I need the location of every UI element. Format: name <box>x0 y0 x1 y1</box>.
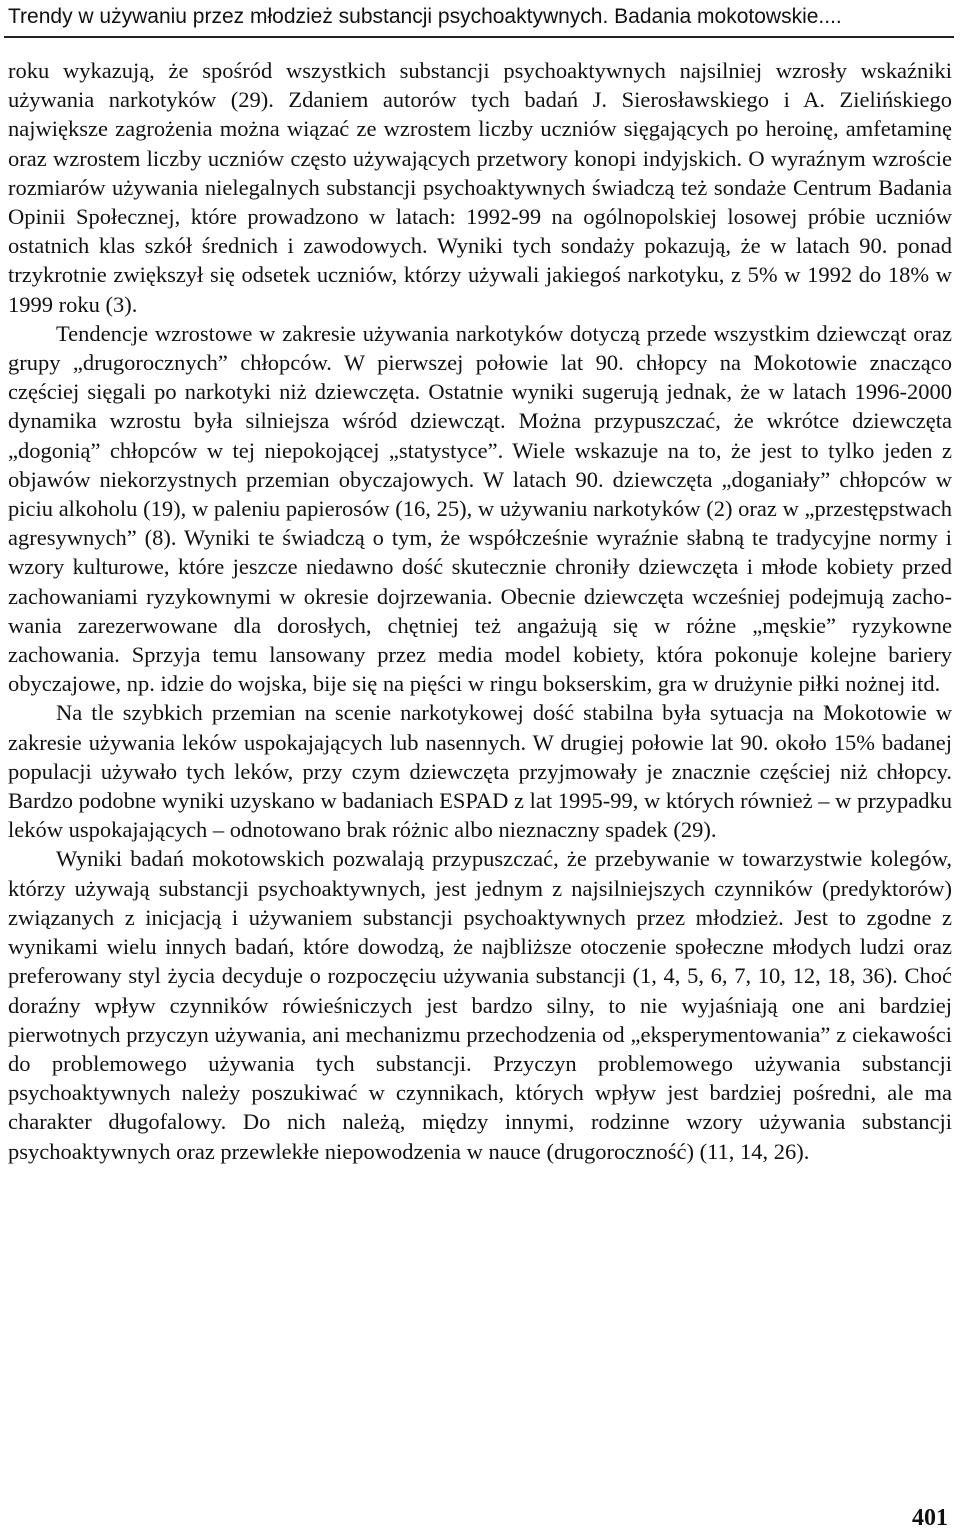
paragraph-4: Wyniki badań mokotowskich pozwalają przypuszczać, że przebywanie w towarzystwie kolegów, którzy używają substancji psychoaktywnych, jest jednym z najsilniejszych czynników (predyktorów) związanych z inicjacją i używaniem substancji psychoaktywnych przez młodzież. Jest to zgodne z wynikami wielu innych badań, które dowodzą, że najbliższe otoczenie społeczne młodych ludzi oraz preferowany styl życia decyduje o rozpoczęciu używania substancji (1, 4, 5, 6, 7, 10, 12, 18, 36). Choć doraźny wpływ czynników rówieśniczych jest bardzo silny, to nie wyjaśniają one ani bardziej pierwotnych przyczyn używania, ani mechanizmu przechodzenia od „eksperymentowania” z ciekawości do problemowego używania tych substancji. Przyczyn problemowego używania substancji psychoaktywnych należy poszukiwać w czynnikach, których wpływ jest bardziej pośredni, ale ma charakter długofalowy. Do nich należą, między innymi, rodzinne wzory używania substancji psychoaktywnych oraz przewlekłe niepowodzenia w nauce (drugoroczność) (11, 14, 26). <box>8 846 952 1164</box>
paragraph-3: Na tle szybkich przemian na scenie narkotykowej dość stabilna była sytuacja na Mokotowie w zakresie używania leków uspokajających lub nasennych. W drugiej połowie lat 90. około 15% badanej populacji używało tych leków, przy czym dziewczęta przyjmowały je znacznie częściej niż chłopcy. Bardzo podobne wyniki uzyskano w badaniach ESPAD z lat 1995-99, w których również – w przypadku leków uspokajających – odnotowano brak różnic albo nieznaczny spadek (29). <box>8 700 952 843</box>
body-text <box>8 56 952 1166</box>
header-rule <box>4 36 954 38</box>
running-header: Trendy w używaniu przez młodzież substancji psychoaktywnych. Badania mokotowskie.... <box>8 5 842 28</box>
page-number: 401 <box>912 1505 948 1531</box>
paragraph-2: Tendencje wzrostowe w zakresie używania narkotyków dotyczą przede wszystkim dziewcząt oraz grupy „drugorocznych” chłopców. W pierwszej połowie lat 90. chłopcy na Mokotowie znacząco częściej sięgali po narkotyki niż dziewczęta. Ostatnie wyniki sugerują jednak, że w latach 1996-2000 dynamika wzrostu była silniejsza wśród dziewcząt. Można przypuszczać, że wkrótce dziewczęta „dogonią” chłopców w tej niepokojącej „statystyce”. Wiele wskazuje na to, że jest to tylko jeden z objawów niekorzystnych przemian obyczajowych. W latach 90. dziewczęta „doganiały” chłopców w piciu alkoholu (19), w paleniu papierosów (16, 25), w używaniu narkotyków (2) oraz w „przestępstwach agresywnych” (8). Wyniki te świadczą o tym, że współcześnie wyraźnie słabną te tradycyjne normy i wzory kulturowe, które jeszcze niedawno dość skutecznie chroniły dziewczęta i młode kobiety przed zachowaniami ryzykownymi w okresie dojrzewania. Obecnie dziewczęta wcześniej podejmują zachowania zarezerwowane dla dorosłych, chętniej też angażują się w różne „męskie” ryzykowne zachowania. Sprzyja temu lansowany przez media model kobiety, która pokonuje kolejne bariery obyczajowe, np. idzie do wojska, bije się na pięści w ringu bokserskim, gra w drużynie piłki nożnej itd. <box>8 320 952 697</box>
paragraph-1: roku wykazują, że spośród wszystkich substancji psychoaktywnych najsilniej wzrosły wskaźniki używania narkotyków (29). Zdaniem autorów tych badań J. Sierosławskiego i A. Zielińskiego największe zagrożenia można wiązać ze wzrostem liczby uczniów sięgających po heroinę, amfetaminę oraz wzrostem liczby uczniów często używających przetwory konopi indyjskich. O wyraźnym wzroście rozmiarów używania nielegalnych substancji psychoaktywnych świadczą też sondaże Centrum Badania Opinii Społecznej, które prowadzono w latach: 1992-99 na ogólnopolskiej losowej próbie uczniów ostatnich klas szkół średnich i zawodowych. Wyniki tych sondaży pokazują, że w latach 90. ponad trzykrotnie zwiększył się odsetek uczniów, którzy używali jakiegoś narkotyku, z 5% w 1992 do 18% w 1999 roku (3). <box>8 58 952 317</box>
